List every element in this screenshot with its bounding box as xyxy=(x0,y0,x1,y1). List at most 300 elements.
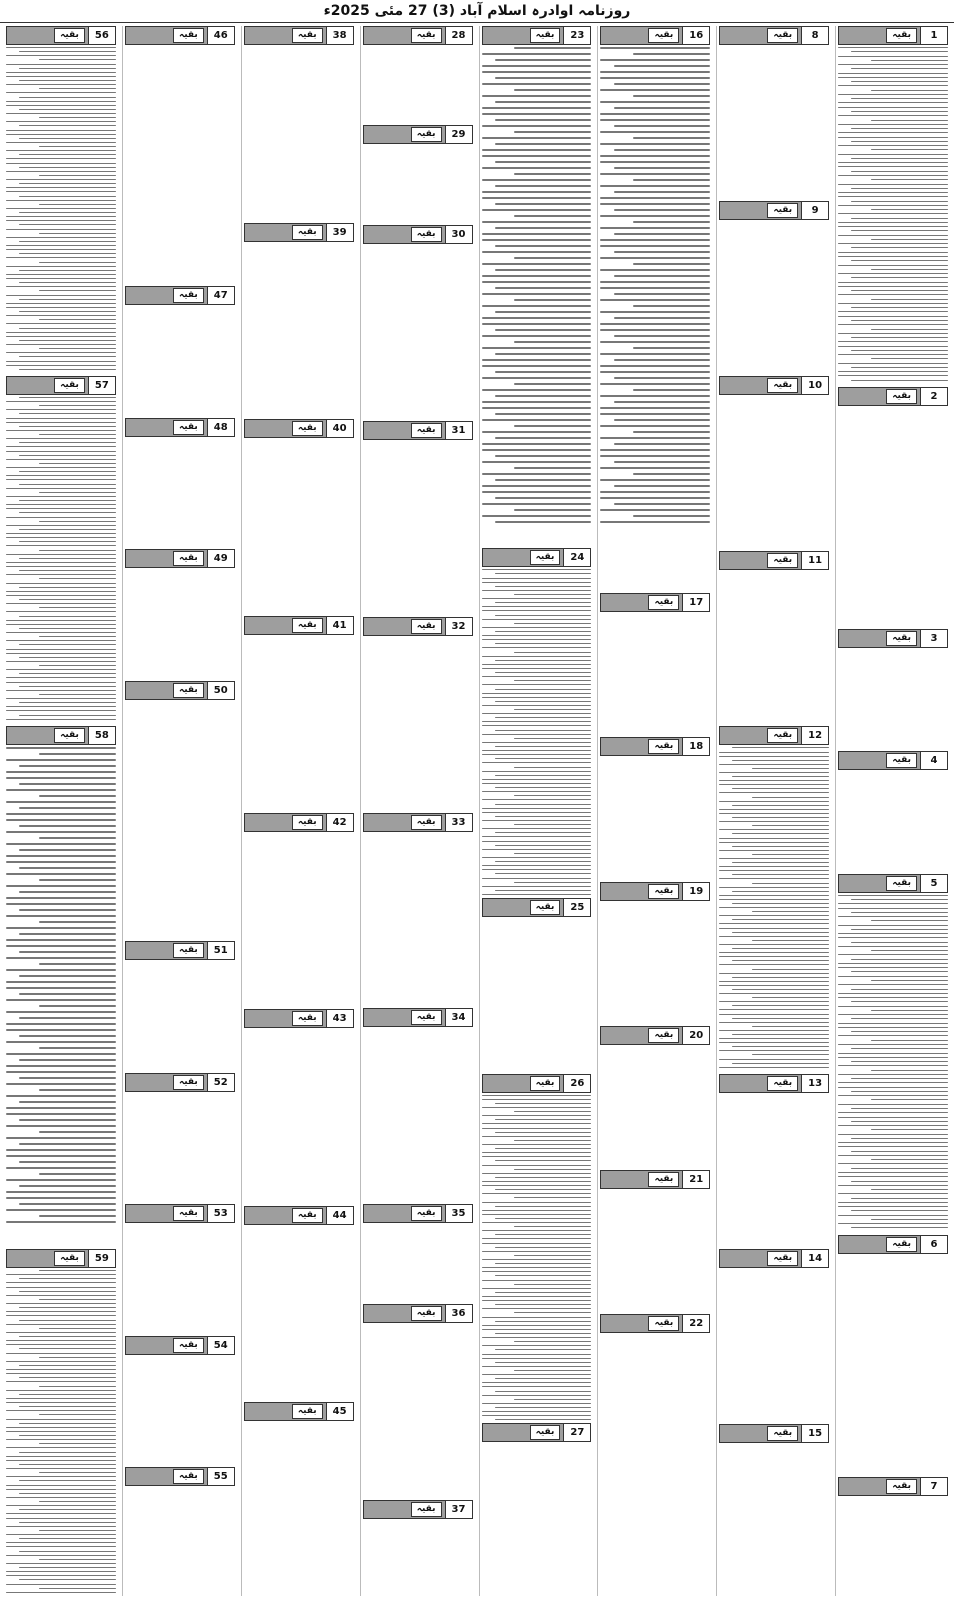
continuation-block xyxy=(363,421,473,614)
text-line xyxy=(495,521,592,523)
article-text xyxy=(363,1029,473,1201)
article-text xyxy=(244,1227,354,1400)
continuation-bar xyxy=(839,752,920,769)
text-line xyxy=(19,891,116,893)
continuation-number: 19 xyxy=(682,883,709,900)
article-text xyxy=(482,47,592,545)
text-line xyxy=(19,783,116,785)
continuation-bar xyxy=(126,1468,207,1485)
continuation-bar xyxy=(126,287,207,304)
continuation-header xyxy=(125,26,235,45)
text-line xyxy=(614,83,711,85)
text-line xyxy=(614,317,711,319)
continuation-bar xyxy=(720,202,801,219)
text-line xyxy=(482,155,592,157)
text-line xyxy=(495,329,592,331)
continuation-header xyxy=(482,548,592,567)
continuation-bar xyxy=(245,814,326,831)
text-line xyxy=(19,867,116,869)
continuation-bar xyxy=(364,1501,445,1518)
article-text xyxy=(244,244,354,417)
text-line xyxy=(600,329,710,331)
continuation-label: بقیہ xyxy=(54,28,85,43)
text-line xyxy=(482,221,592,223)
article-text xyxy=(125,702,235,938)
text-line xyxy=(19,951,116,953)
continuation-header xyxy=(482,1423,592,1442)
continuation-block xyxy=(244,616,354,810)
continuation-block xyxy=(482,548,592,894)
continuation-bar xyxy=(839,1236,920,1253)
continuation-header xyxy=(600,1314,710,1333)
text-line xyxy=(614,251,711,253)
continuation-block xyxy=(482,1074,592,1420)
text-line xyxy=(6,1107,116,1109)
text-line xyxy=(495,437,592,439)
article-text xyxy=(719,1445,829,1596)
continuation-block xyxy=(244,223,354,417)
text-line xyxy=(600,119,710,121)
continuation-label: بقیہ xyxy=(173,1469,204,1484)
continuation-block xyxy=(244,26,354,220)
text-line xyxy=(6,855,116,857)
continuation-header xyxy=(838,1477,948,1496)
continuation-block xyxy=(363,1008,473,1201)
continuation-number: 12 xyxy=(801,727,828,744)
text-line xyxy=(39,879,116,881)
continuation-number: 48 xyxy=(207,419,234,436)
continuation-number: 15 xyxy=(801,1425,828,1442)
continuation-number: 56 xyxy=(88,27,115,44)
text-line xyxy=(495,287,592,289)
text-line xyxy=(600,239,710,241)
continuation-number: 3 xyxy=(920,630,947,647)
continuation-header xyxy=(838,874,948,893)
continuation-block xyxy=(838,26,948,384)
continuation-bar xyxy=(483,27,564,44)
continuation-number: 47 xyxy=(207,287,234,304)
continuation-header xyxy=(719,376,829,395)
text-line xyxy=(482,293,592,295)
continuation-block xyxy=(838,1235,948,1474)
continuation-block xyxy=(125,1073,235,1202)
text-line xyxy=(495,479,592,481)
text-line xyxy=(39,1089,116,1091)
text-line xyxy=(6,843,116,845)
text-line xyxy=(514,341,591,343)
text-line xyxy=(600,197,710,199)
text-line xyxy=(6,1179,116,1181)
text-line xyxy=(600,365,710,367)
text-line xyxy=(600,521,710,523)
article-text xyxy=(719,572,829,723)
text-line xyxy=(6,1029,116,1031)
text-line xyxy=(6,801,116,803)
article-text xyxy=(363,246,473,418)
text-line xyxy=(19,1059,116,1061)
continuation-bar xyxy=(839,388,920,405)
article-text xyxy=(125,1094,235,1202)
continuation-label: بقیہ xyxy=(886,876,917,891)
continuation-number: 49 xyxy=(207,550,234,567)
text-line xyxy=(482,389,592,391)
continuation-header xyxy=(125,681,235,700)
text-line xyxy=(482,401,592,403)
continuation-label: بقیہ xyxy=(767,1076,798,1091)
article-text xyxy=(363,638,473,810)
continuation-bar xyxy=(720,27,801,44)
text-line xyxy=(633,179,710,181)
continuation-label: بقیہ xyxy=(411,1306,442,1321)
continuation-header xyxy=(719,726,829,745)
continuation-bar xyxy=(364,618,445,635)
continuation-label: بقیہ xyxy=(530,900,561,915)
continuation-label: بقیہ xyxy=(411,227,442,242)
continuation-header xyxy=(6,26,116,45)
continuation-bar xyxy=(245,617,326,634)
continuation-label: بقیہ xyxy=(173,1206,204,1221)
continuation-number: 22 xyxy=(682,1315,709,1332)
continuation-label: بقیہ xyxy=(173,1338,204,1353)
text-line xyxy=(39,1005,116,1007)
continuation-number: 35 xyxy=(445,1205,472,1222)
article-text xyxy=(363,1521,473,1596)
text-line xyxy=(633,389,710,391)
text-line xyxy=(600,215,710,217)
text-line xyxy=(633,221,710,223)
continuation-bar xyxy=(483,549,564,566)
text-line xyxy=(19,1077,116,1079)
continuation-bar xyxy=(126,550,207,567)
continuation-number: 33 xyxy=(445,814,472,831)
continuation-bar xyxy=(720,1250,801,1267)
text-line xyxy=(6,903,116,905)
continuation-label: بقیہ xyxy=(292,28,323,43)
continuation-block xyxy=(600,593,710,734)
continuation-header xyxy=(244,1009,354,1028)
continuation-label: بقیہ xyxy=(767,28,798,43)
text-line xyxy=(614,167,711,169)
continuation-number: 31 xyxy=(445,422,472,439)
continuation-label: بقیہ xyxy=(530,550,561,565)
continuation-block xyxy=(363,813,473,1006)
text-line xyxy=(600,269,710,271)
continuation-header xyxy=(363,1500,473,1519)
continuation-header xyxy=(719,201,829,220)
text-line xyxy=(39,963,116,965)
continuation-bar xyxy=(126,419,207,436)
continuation-block xyxy=(244,1206,354,1400)
continuation-header xyxy=(600,737,710,756)
continuation-label: بقیہ xyxy=(648,1316,679,1331)
text-line xyxy=(614,461,711,463)
continuation-bar xyxy=(7,727,88,744)
continuation-number: 36 xyxy=(445,1305,472,1322)
text-line xyxy=(600,161,710,163)
article-text xyxy=(838,1498,948,1596)
continuation-number: 11 xyxy=(801,552,828,569)
continuation-header xyxy=(125,418,235,437)
continuation-number: 21 xyxy=(682,1171,709,1188)
text-line xyxy=(614,359,711,361)
text-line xyxy=(19,1143,116,1145)
article-text xyxy=(125,570,235,678)
text-line xyxy=(6,771,116,773)
continuation-bar xyxy=(245,27,326,44)
continuation-block xyxy=(125,1467,235,1596)
text-line xyxy=(600,395,710,397)
text-line xyxy=(614,485,711,487)
text-line xyxy=(600,113,710,115)
continuation-number: 10 xyxy=(801,377,828,394)
continuation-block xyxy=(838,751,948,870)
continuation-label: بقیہ xyxy=(648,884,679,899)
continuation-label: بقیہ xyxy=(530,28,561,43)
continuation-bar xyxy=(7,377,88,394)
text-line xyxy=(482,431,592,433)
text-line xyxy=(482,503,592,505)
continuation-header xyxy=(838,1235,948,1254)
text-line xyxy=(482,515,592,517)
text-line xyxy=(495,413,592,415)
continuation-label: بقیہ xyxy=(530,1076,561,1091)
article-text xyxy=(6,47,116,373)
continuation-label: بقیہ xyxy=(173,28,204,43)
continuation-label: بقیہ xyxy=(886,1237,917,1252)
text-line xyxy=(6,1023,116,1025)
continuation-header xyxy=(363,1204,473,1223)
article-text xyxy=(719,47,829,198)
column xyxy=(479,26,594,1596)
continuation-number: 58 xyxy=(88,727,115,744)
continuation-header xyxy=(838,629,948,648)
continuation-label: بقیہ xyxy=(648,28,679,43)
continuation-label: بقیہ xyxy=(292,815,323,830)
continuation-label: بقیہ xyxy=(411,127,442,142)
continuation-label: بقیہ xyxy=(767,553,798,568)
continuation-block xyxy=(6,1249,116,1596)
continuation-label: بقیہ xyxy=(411,1010,442,1025)
continuation-bar xyxy=(601,1171,682,1188)
continuation-number: 32 xyxy=(445,618,472,635)
article-text xyxy=(244,47,354,220)
continuation-bar xyxy=(720,1075,801,1092)
column xyxy=(360,26,475,1596)
text-line xyxy=(600,185,710,187)
continuation-block xyxy=(719,26,829,198)
article-text xyxy=(719,1095,829,1246)
continuation-number: 4 xyxy=(920,752,947,769)
text-line xyxy=(482,347,592,349)
continuation-block xyxy=(719,1424,829,1596)
continuation-header xyxy=(482,898,592,917)
continuation-label: بقیہ xyxy=(411,815,442,830)
text-line xyxy=(600,281,710,283)
text-line xyxy=(482,95,592,97)
text-line xyxy=(495,77,592,79)
text-line xyxy=(19,909,116,911)
text-line xyxy=(6,1197,116,1199)
text-line xyxy=(482,305,592,307)
continuation-block xyxy=(6,376,116,723)
text-line xyxy=(514,383,591,385)
article-text xyxy=(600,903,710,1023)
text-line xyxy=(19,849,116,851)
continuation-label: بقیہ xyxy=(648,1172,679,1187)
continuation-header xyxy=(363,1008,473,1027)
continuation-bar xyxy=(364,27,445,44)
text-line xyxy=(600,89,710,91)
continuation-bar xyxy=(245,1207,326,1224)
continuation-header xyxy=(125,1073,235,1092)
continuation-bar xyxy=(245,420,326,437)
continuation-block xyxy=(244,419,354,613)
continuation-block xyxy=(719,551,829,723)
text-line xyxy=(514,215,591,217)
continuation-header xyxy=(244,616,354,635)
continuation-label: بقیہ xyxy=(648,1028,679,1043)
continuation-header xyxy=(363,1304,473,1323)
text-line xyxy=(600,77,710,79)
text-line xyxy=(6,1221,116,1223)
text-line xyxy=(39,1215,116,1217)
text-line xyxy=(600,425,710,427)
continuation-header xyxy=(363,225,473,244)
text-line xyxy=(482,473,592,475)
text-line xyxy=(614,335,711,337)
article-text xyxy=(719,397,829,548)
text-line xyxy=(614,149,711,151)
continuation-label: بقیہ xyxy=(173,943,204,958)
continuation-label: بقیہ xyxy=(173,288,204,303)
article-text xyxy=(125,47,235,283)
text-line xyxy=(482,323,592,325)
continuation-label: بقیہ xyxy=(292,225,323,240)
text-line xyxy=(482,359,592,361)
continuation-block xyxy=(6,26,116,373)
continuation-number: 18 xyxy=(682,738,709,755)
column xyxy=(4,26,118,1596)
continuation-number: 38 xyxy=(326,27,353,44)
text-line xyxy=(600,131,710,133)
article-text xyxy=(363,146,473,221)
text-line xyxy=(6,1149,116,1151)
continuation-header xyxy=(125,549,235,568)
continuation-block xyxy=(125,681,235,938)
continuation-bar xyxy=(364,422,445,439)
continuation-label: بقیہ xyxy=(54,728,85,743)
article-text xyxy=(600,758,710,878)
text-line xyxy=(6,981,116,983)
text-line xyxy=(614,377,711,379)
text-line xyxy=(482,149,592,151)
continuation-number: 51 xyxy=(207,942,234,959)
text-line xyxy=(19,933,116,935)
continuation-number: 45 xyxy=(326,1403,353,1420)
text-line xyxy=(482,263,592,265)
article-text xyxy=(719,747,829,1070)
text-line xyxy=(600,227,710,229)
text-line xyxy=(495,311,592,313)
text-line xyxy=(514,173,591,175)
continuation-block xyxy=(363,1500,473,1596)
continuation-bar xyxy=(364,814,445,831)
continuation-block xyxy=(719,376,829,548)
continuation-header xyxy=(244,26,354,45)
article-text xyxy=(600,1191,710,1311)
text-line xyxy=(39,837,116,839)
continuation-header xyxy=(363,125,473,144)
text-line xyxy=(19,1101,116,1103)
continuation-block xyxy=(125,1204,235,1333)
text-line xyxy=(614,419,711,421)
continuation-number: 44 xyxy=(326,1207,353,1224)
continuation-label: بقیہ xyxy=(173,420,204,435)
text-line xyxy=(6,939,116,941)
text-line xyxy=(495,353,592,355)
continuation-label: بقیہ xyxy=(173,1075,204,1090)
continuation-block xyxy=(125,549,235,678)
text-line xyxy=(19,1185,116,1187)
continuation-label: بقیہ xyxy=(648,739,679,754)
continuation-bar xyxy=(720,1425,801,1442)
continuation-block xyxy=(363,1304,473,1497)
continuation-header xyxy=(244,1206,354,1225)
text-line xyxy=(6,789,116,791)
text-line xyxy=(482,281,592,283)
article-text xyxy=(244,1030,354,1203)
continuation-bar xyxy=(7,27,88,44)
continuation-label: بقیہ xyxy=(411,619,442,634)
continuation-block xyxy=(125,26,235,283)
text-line xyxy=(6,1167,116,1169)
text-line xyxy=(482,53,592,55)
continuation-bar xyxy=(245,1010,326,1027)
continuation-number: 2 xyxy=(920,388,947,405)
article-text xyxy=(838,650,948,748)
text-line xyxy=(482,407,592,409)
continuation-number: 24 xyxy=(563,549,590,566)
text-line xyxy=(495,245,592,247)
masthead-title: روزنامہ اوادرہ اسلام آباد (3) 27 مئی 2025ء xyxy=(323,3,631,19)
continuation-bar xyxy=(720,727,801,744)
text-line xyxy=(614,191,711,193)
text-line xyxy=(482,197,592,199)
masthead xyxy=(0,0,954,23)
continuation-bar xyxy=(601,1315,682,1332)
text-line xyxy=(495,455,592,457)
text-line xyxy=(495,395,592,397)
continuation-block xyxy=(244,1402,354,1596)
continuation-bar xyxy=(720,377,801,394)
continuation-label: بقیہ xyxy=(767,378,798,393)
article-text xyxy=(125,1488,235,1596)
continuation-block xyxy=(600,737,710,878)
continuation-number: 14 xyxy=(801,1250,828,1267)
text-line xyxy=(19,1161,116,1163)
text-line xyxy=(19,993,116,995)
continuation-label: بقیہ xyxy=(292,1404,323,1419)
continuation-header xyxy=(719,1074,829,1093)
text-line xyxy=(39,1047,116,1049)
text-line xyxy=(6,1155,116,1157)
article-text xyxy=(125,307,235,415)
continuation-number: 50 xyxy=(207,682,234,699)
text-line xyxy=(600,407,710,409)
text-line xyxy=(633,305,710,307)
continuation-label: بقیہ xyxy=(411,28,442,43)
text-line xyxy=(495,59,592,61)
